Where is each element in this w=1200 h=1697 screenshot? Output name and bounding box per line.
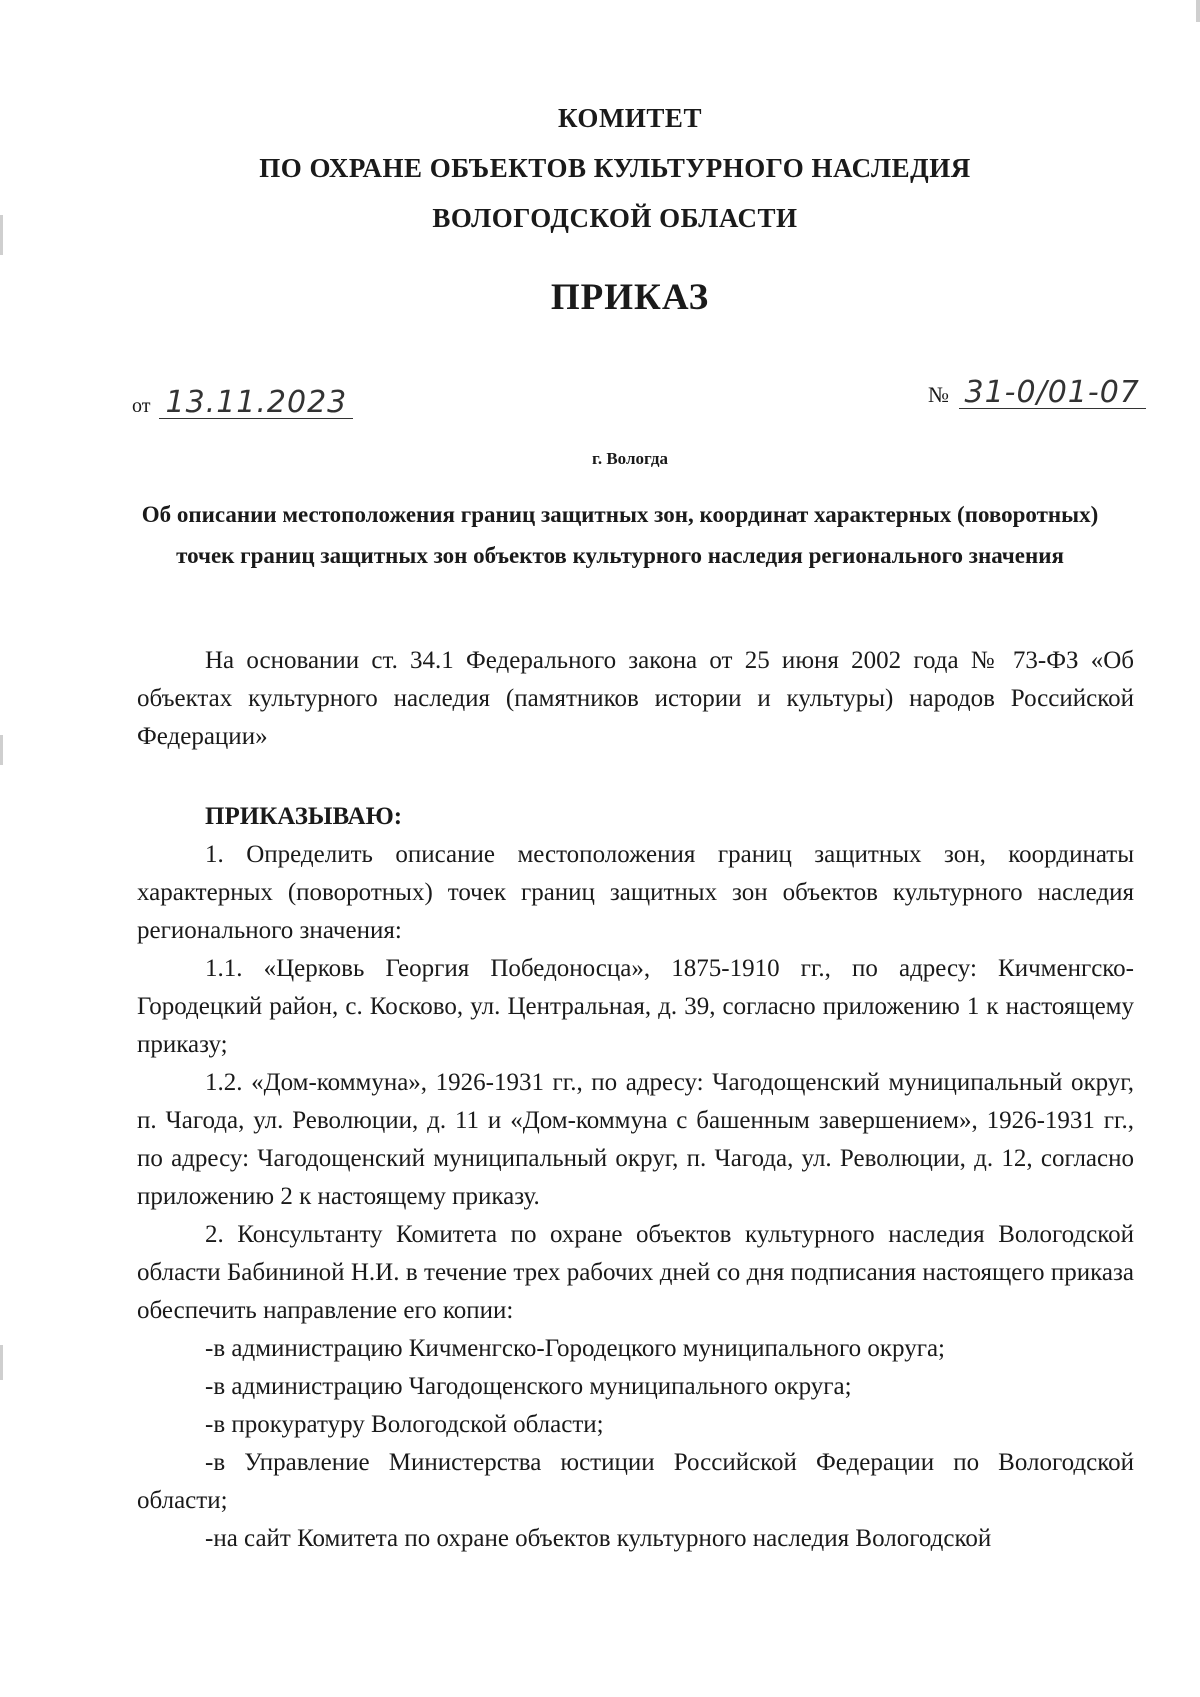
number-prefix: № xyxy=(928,382,949,407)
document-subject: Об описании местоположения границ защитных зон, координат характерных (поворотных) точек границ защитных зон объектов культурного наследия регионального значения xyxy=(141,502,1099,568)
scan-edge-mark xyxy=(1196,0,1200,22)
committee-region: ВОЛОГОДСКОЙ ОБЛАСТИ xyxy=(432,203,798,233)
distribution-item: -в администрацию Чагодощенского муниципального округа; xyxy=(205,1373,852,1400)
document-date xyxy=(132,385,353,420)
scan-edge-mark xyxy=(0,735,3,765)
order-word: ПРИКАЗЫВАЮ: xyxy=(205,803,403,830)
order-block xyxy=(137,798,1134,1558)
date-value: 13.11.2023 xyxy=(159,388,353,419)
item-1-1: 1.1. «Церковь Георгия Победоносца», 1875-1910 гг., по адресу: Кичменгско-Городецкий район, с. Косково, ул. Центральная, д. 39, согласно приложению 1 к настоящему приказу; xyxy=(137,955,1134,1058)
document-type: ПРИКАЗ xyxy=(550,277,710,318)
committee-title: КОМИТЕТ xyxy=(558,103,702,133)
date-prefix: от xyxy=(132,395,151,417)
document-city: г. Вологда xyxy=(592,449,668,468)
item-1: 1. Определить описание местоположения границ защитных зон, координаты характерных (поворотных) точек границ защитных зон объектов культурного наследия регионального значения: xyxy=(137,841,1134,944)
basis-block xyxy=(137,642,1134,756)
basis-paragraph: На основании ст. 34.1 Федерального закона от 25 июня 2002 года № 73-ФЗ «Об объектах культурного наследия (памятников истории и культуры) народов Российской Федерации» xyxy=(137,647,1134,750)
distribution-item: -в прокуратуру Вологодской области; xyxy=(205,1411,604,1438)
item-1-2: 1.2. «Дом-коммуна», 1926-1931 гг., по адресу: Чагодощенский муниципальный округ, п. Чагода, ул. Революции, д. 11 и «Дом-коммуна с башенным завершением», 1926-1931 гг., по адресу: Чагодощенский муниципальный округ, п. Чагода, ул. Революции, д. 12, согласно приложению 2 к настоящему приказу. xyxy=(137,1069,1134,1210)
document-number xyxy=(928,375,1146,410)
number-value: 31-0/01-07 xyxy=(959,378,1146,409)
distribution-item: -в Управление Министерства юстиции Российской Федерации по Вологодской области; xyxy=(137,1449,1134,1514)
scan-edge-mark xyxy=(0,1345,3,1380)
distribution-item: -на сайт Комитета по охране объектов культурного наследия Вологодской xyxy=(205,1525,992,1552)
committee-subtitle: ПО ОХРАНЕ ОБЪЕКТОВ КУЛЬТУРНОГО НАСЛЕДИЯ xyxy=(259,153,971,183)
distribution-item: -в администрацию Кичменгско-Городецкого муниципального округа; xyxy=(205,1335,946,1362)
item-2: 2. Консультанту Комитета по охране объектов культурного наследия Вологодской области Бабининой Н.И. в течение трех рабочих дней со дня подписания настоящего приказа обеспечить направление его копии: xyxy=(137,1221,1134,1324)
